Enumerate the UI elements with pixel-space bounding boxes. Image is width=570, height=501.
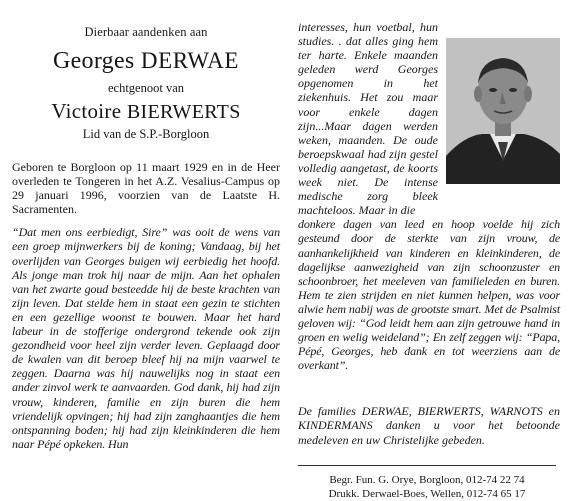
tribute-final-paragraph: donkere dagen van leed en hoop voelde hij zich gesteund door de sterkte van zijn vrouw, de aanhankelijkheid van kinderen en kleinkinderen, de dagelijkse aanwezigheid van zijn schoonzuster en schoonbroer, het meeleven van familieleden en buren. Hem te zien strijden en niet kunnen helpen, was voor alwie hem nabij was de grootste smart. Met de Psalmist geloven wij: “God leidt hem aan zijn getrouwe hand in groen en welig weideland”; En zelf zeggen wij: “Papa, Pépé, Georges, heb dank en tot weerziens aan de overkant”. [298,217,560,373]
right-top-block [298,20,560,217]
portrait-photo [446,38,560,184]
deceased-name [12,47,280,75]
spouse-first-name: Victoire [51,99,122,123]
printer-credits [298,473,556,501]
deceased-first-name: Georges [52,48,135,74]
divider-line [298,465,556,466]
left-column [12,25,280,451]
intro-line: Dierbaar aandenken aan [84,25,208,39]
families-thanks: De families DERWAE, BIERWERTS, WARNOTS en KINDERMANS danken u voor het betoonde medeleven en uw Christelijke gebeden. [298,404,560,447]
portrait-image [446,38,560,184]
funeral-home-line: Begr. Fun. G. Orye, Borgloon, 012-74 22 74 [329,473,525,486]
spouse-last-name: BIERWERTS [126,101,241,123]
spouse-label: echtgenoot van [107,81,184,95]
membership-line: Lid van de S.P.-Borgloon [82,127,210,141]
print-shop-line: Drukk. Derwael-Boes, Wellen, 012-74 65 17 [328,487,526,500]
deceased-last-name: DERWAE [140,48,240,73]
tribute-continuation: interesses, hun voetbal, hun studies. . dat alles ging hem ter harte. Enkele maanden geleden werd Georges opgenomen in het ziekenhuis. Het zou maar voor enkele dagen zijn...Maar dagen werden weken, maanden. De oude beroepskwaal had zijn gestel volledig aangetast, de koorts week niet. De intense medische zorg bleek machteloos. Maar in die [298,20,438,218]
spouse-name [12,99,280,124]
birth-death-paragraph: Geboren te Borgloon op 11 maart 1929 en in de Heer overleden te Tongeren in het A.Z. Vesalius-Campus op 29 januari 1996, voorzien van de Laatste H. Sacramenten. [12,160,280,217]
right-column [298,20,560,501]
tribute-paragraph: “Dat men ons eerbiedigt, Sire” was ooit de wens van een groep mijnwerkers bij de koning; Vandaag, bij het overlijden van Georges buigen wij eerbiedig het hoofd. Als jonge man trok hij naar de mijn. Aan het ophalen van het zwarte goud besteedde hij de beste krachten van zijn leven. Dat stelde hem in staat een gezin te stichten en een gezellige woonst te bouwen. Maar het hard labeur in de stofferige ondergrond tekende ook zijn gezondheid voor heel zijn verder leven. Geplaagd door de kwalen van dit beroep bleef hij na mijn vaarwel te zeggen. Daarna was hij nauwelijks nog in staat een ander zinvol werk te aanvaarden. God dank, hij had zijn vrouw, kinderen, familie en zijn buren die hem vriendelijk opvingen; hij had zijn zanghaantjes die hem ontspanning boden; hij had zijn kleinkinderen die hem naar Pépé opkeken. Hun [12,225,280,451]
